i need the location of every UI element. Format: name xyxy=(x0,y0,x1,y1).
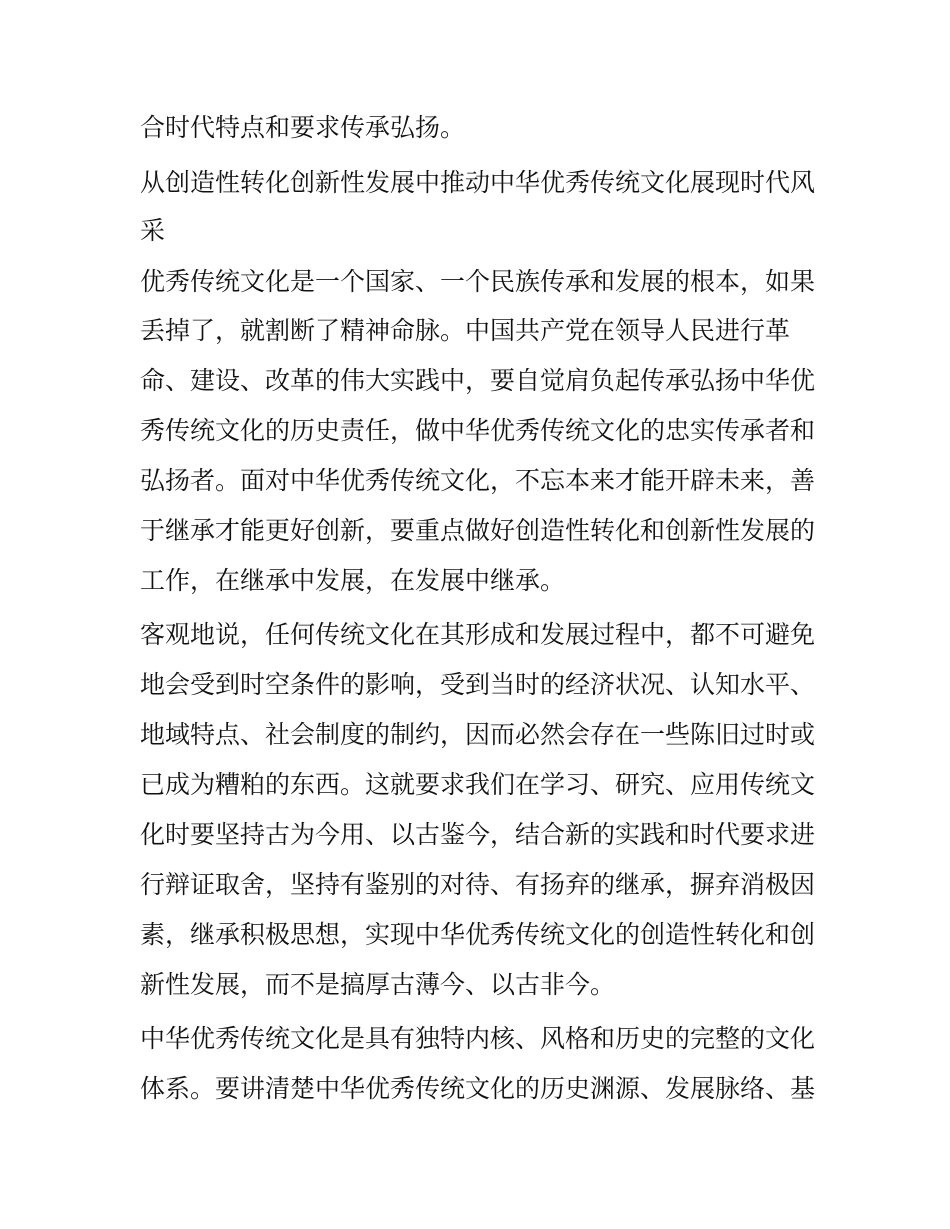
text-line: 素，继承积极思想，实现中华优秀传统文化的创造性转化和创 xyxy=(140,920,816,949)
text-line: 行辩证取舍，坚持有鉴别的对待、有扬弃的继承，摒弃消极因 xyxy=(140,870,816,899)
text-line: 弘扬者。面对中华优秀传统文化，不忘本来才能开辟未来，善 xyxy=(140,466,816,495)
text-line: 秀传统文化的历史责任，做中华优秀传统文化的忠实传承者和 xyxy=(140,416,816,445)
text-line: 工作，在继承中发展，在发展中继承。 xyxy=(140,566,566,595)
text-line: 地会受到时空条件的影响，受到当时的经济状况、认知水平、 xyxy=(140,670,816,699)
text-line: 化时要坚持古为今用、以古鉴今，结合新的实践和时代要求进 xyxy=(140,820,816,849)
text-line: 客观地说，任何传统文化在其形成和发展过程中，都不可避免 xyxy=(140,620,816,649)
text-line: 中华优秀传统文化是具有独特内核、风格和历史的完整的文化 xyxy=(140,1024,816,1053)
text-line: 已成为糟粕的东西。这就要求我们在学习、研究、应用传统文 xyxy=(140,770,816,799)
text-line: 命、建设、改革的伟大实践中，要自觉肩负起传承弘扬中华优 xyxy=(140,366,816,395)
text-line: 优秀传统文化是一个国家、一个民族传承和发展的根本，如果 xyxy=(140,267,816,296)
section-heading-line: 从创造性转化创新性发展中推动中华优秀传统文化展现时代风 xyxy=(140,168,816,197)
text-line: 地域特点、社会制度的制约，因而必然会存在一些陈旧过时或 xyxy=(140,720,816,749)
text-line: 合时代特点和要求传承弘扬。 xyxy=(140,113,466,142)
text-line: 新性发展，而不是搞厚古薄今、以古非今。 xyxy=(140,970,616,999)
text-line: 于继承才能更好创新，要重点做好创造性转化和创新性发展的 xyxy=(140,516,816,545)
text-line: 丢掉了，就割断了精神命脉。中国共产党在领导人民进行革 xyxy=(140,316,791,345)
section-heading-line: 采 xyxy=(140,216,166,245)
text-line: 体系。要讲清楚中华优秀传统文化的历史渊源、发展脉络、基 xyxy=(140,1074,816,1103)
